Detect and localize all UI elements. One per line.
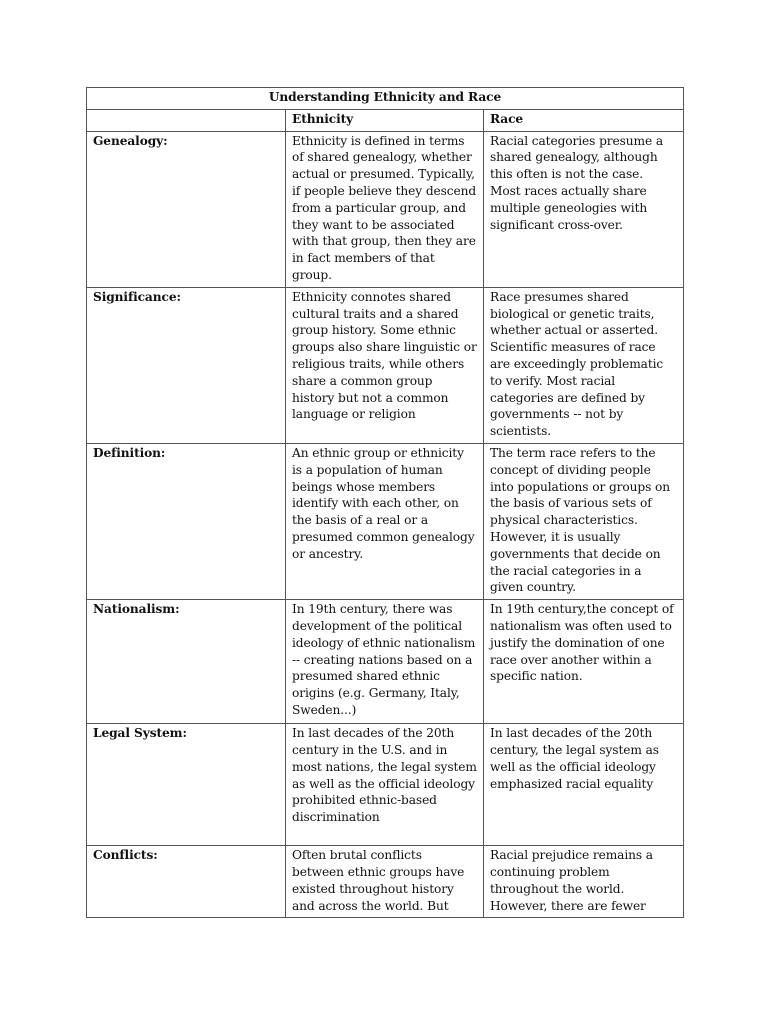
row-label-legal-system: Legal System: [87, 724, 286, 846]
table-title: Understanding Ethnicity and Race [87, 88, 684, 110]
row-label-genealogy: Genealogy: [87, 131, 286, 287]
cell-race-conflicts [484, 846, 684, 918]
ethnicity-race-table [86, 87, 684, 918]
cell-race-significance [484, 287, 684, 443]
header-empty [87, 109, 286, 131]
cell-ethnicity-genealogy [286, 131, 484, 287]
row-label-nationalism: Nationalism: [87, 600, 286, 724]
cell-text: Race presumes shared biological or genetic traits, whether actual or asserted. Scientific measures of race are exceedingly problematic to verify. Most racial categories are defined by governments -- not by scientists. [490, 289, 664, 439]
cell-text: Racial prejudice remains a continuing problem throughout the world. However, there are fewer [490, 848, 653, 913]
cell-ethnicity-significance [286, 287, 484, 443]
cell-race-nationalism [484, 600, 684, 724]
cell-text: Ethnicity is defined in terms of shared genealogy, whether actual or presumed. Typically, if people believe they descend from a particular group, and they want to be associated with that group, then they are in fact members of that group. [292, 133, 477, 282]
cell-race-definition [484, 443, 684, 599]
cell-ethnicity-nationalism [286, 600, 484, 724]
cell-ethnicity-definition [286, 443, 484, 599]
header-ethnicity: Ethnicity [286, 109, 484, 131]
cell-text: The term race refers to the concept of dividing people into populations or groups on the basis of various sets of physical characteristics. However, it is usually governments that decide on the racial categories in a given country. [490, 445, 670, 595]
cell-text: In last decades of the 20th century in the U.S. and in most nations, the legal system as well as the official ideology prohibited ethnic-based discrimination [292, 726, 477, 825]
header-race: Race [484, 109, 684, 131]
table-row [87, 287, 684, 443]
row-label-definition: Definition: [87, 443, 286, 599]
table-row [87, 443, 684, 599]
table-row [87, 724, 684, 846]
cell-text: Often brutal conflicts between ethnic groups have existed throughout history and across the world. But [292, 848, 465, 913]
cell-text: Racial categories presume a shared genealogy, although this often is not the case. Most races actually share multiple geneologies with significant cross-over. [490, 133, 664, 232]
table-row [87, 131, 684, 287]
table-row [87, 600, 684, 724]
table-row [87, 846, 684, 918]
row-label-significance: Significance: [87, 287, 286, 443]
cell-text: In 19th century, there was development of the political ideology of ethnic nationalism -- creating nations based on a presumed shared ethnic origins (e.g. Germany, Italy, Sweden...) [292, 602, 476, 717]
table-title-row [87, 88, 684, 110]
cell-ethnicity-legal-system [286, 724, 484, 846]
cell-text: In 19th century,the concept of nationalism was often used to justify the domination of one race over another within a specific nation. [490, 602, 674, 684]
cell-text: Ethnicity connotes shared cultural traits and a shared group history. Some ethnic groups also share linguistic or religious traits, while others share a common group history but not a common language or religion [292, 289, 477, 422]
cell-race-genealogy [484, 131, 684, 287]
table-header-row [87, 109, 684, 131]
row-label-conflicts: Conflicts: [87, 846, 286, 918]
cell-race-legal-system [484, 724, 684, 846]
cell-text: An ethnic group or ethnicity is a population of human beings whose members identify with each other, on the basis of a real or a presumed common genealogy or ancestry. [292, 445, 475, 561]
cell-ethnicity-conflicts [286, 846, 484, 918]
cell-text: In last decades of the 20th century, the legal system as well as the official ideology emphasized racial equality [490, 726, 659, 791]
